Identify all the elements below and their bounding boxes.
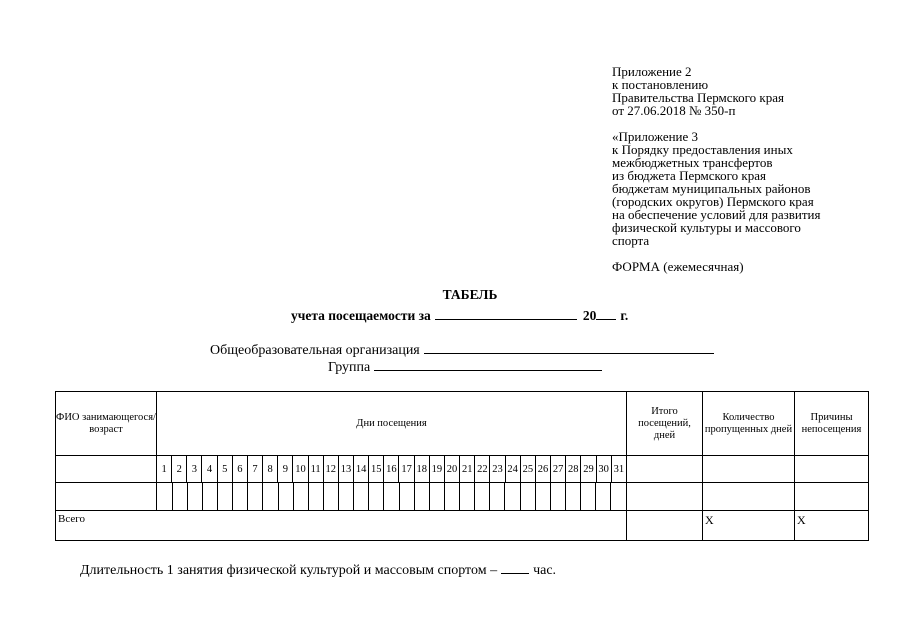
day-mark-cell (611, 483, 626, 510)
day-mark-cell (323, 483, 338, 510)
group-line (328, 357, 602, 376)
duration-blank (501, 560, 529, 574)
day-mark-cell (233, 483, 248, 510)
day-mark-cell (565, 483, 580, 510)
header-days: Дни посещения (157, 392, 627, 456)
day-mark-cell (308, 483, 323, 510)
day-mark-cell (293, 483, 308, 510)
reasons-cell (795, 483, 869, 511)
total-row (56, 511, 869, 541)
attendance-table (55, 391, 869, 541)
approval-line: из бюджета Пермского края (612, 168, 767, 183)
duration-line (80, 560, 556, 579)
approval-lines-1 (612, 65, 892, 117)
day-number: 3 (187, 456, 202, 482)
day-mark-cell (263, 483, 278, 510)
day-number: 24 (505, 456, 520, 482)
blank-cell (703, 456, 795, 483)
duration-prefix: Длительность 1 занятия физической культурой и массовым спортом – (80, 563, 498, 578)
header-reasons: Причины непосещения (795, 392, 869, 456)
approval-line: межбюджетных трансфертов (612, 155, 773, 170)
approval-line: к постановлению (612, 77, 709, 92)
day-mark-cell (339, 483, 354, 510)
day-mark-cell (172, 483, 187, 510)
day-mark-cell (399, 483, 414, 510)
approval-line: от 27.06.2018 № 350-п (612, 103, 736, 118)
day-mark-cell (278, 483, 293, 510)
day-number: 30 (596, 456, 611, 482)
approval-line: Правительства Пермского края (612, 90, 784, 105)
day-number: 1 (161, 463, 167, 475)
day-number: 23 (490, 456, 505, 482)
day-numbers-row (56, 456, 869, 483)
total-sum-cell (627, 511, 703, 541)
day-mark-cell (414, 483, 429, 510)
day-mark-cell (157, 483, 172, 510)
day-number: 9 (278, 456, 293, 482)
day-mark-cell (490, 483, 505, 510)
approval-line: бюджетам муниципальных районов (612, 181, 811, 196)
header-row (56, 392, 869, 456)
approval-lines-2 (612, 130, 892, 247)
day-number: 29 (581, 456, 596, 482)
day-number: 4 (202, 456, 217, 482)
form-label: ФОРМА (ежемесячная) (612, 259, 744, 274)
year-blank (596, 307, 616, 320)
duration-suffix: час. (533, 563, 557, 578)
day-mark-cell (520, 483, 535, 510)
day-mark-cell (429, 483, 444, 510)
day-number: 25 (520, 456, 535, 482)
day-number: 12 (323, 456, 338, 482)
group-label: Группа (328, 360, 371, 375)
day-mark-cell (354, 483, 369, 510)
day-mark-cell (596, 483, 611, 510)
approval-line: физической культуры и массового (612, 220, 801, 235)
approval-line: «Приложение 3 (612, 129, 699, 144)
day-number: 28 (566, 456, 581, 482)
subtitle-year: 20 (582, 308, 597, 323)
day-number: 2 (172, 456, 187, 482)
approval-line: Приложение 2 (612, 64, 692, 79)
day-number: 8 (263, 456, 278, 482)
blank-cell (795, 456, 869, 483)
day-number: 19 (429, 456, 444, 482)
day-number: 21 (460, 456, 475, 482)
day-mark-cell (505, 483, 520, 510)
day-number: 22 (475, 456, 490, 482)
document-subtitle (291, 307, 628, 324)
subtitle-suffix: г. (620, 308, 629, 323)
day-number: 10 (293, 456, 308, 482)
day-mark-cell (444, 483, 459, 510)
missed-cell (703, 483, 795, 511)
day-mark-cell (202, 483, 217, 510)
organization-blank (424, 340, 714, 354)
day-number: 7 (247, 456, 262, 482)
organization-label: Общеобразовательная организация (210, 343, 420, 358)
day-number: 6 (232, 456, 247, 482)
day-number: 20 (444, 456, 459, 482)
day-mark-cell (535, 483, 550, 510)
fio-cell (56, 483, 157, 511)
day-numbers (157, 456, 626, 482)
day-number: 15 (369, 456, 384, 482)
day-number: 16 (384, 456, 399, 482)
day-mark-cell (384, 483, 399, 510)
day-mark-cell (460, 483, 475, 510)
total-label: Всего (56, 511, 627, 541)
month-blank (435, 307, 577, 320)
blank-cell (56, 456, 157, 483)
header-missed: Количество пропущенных дней (703, 392, 795, 456)
day-number: 18 (414, 456, 429, 482)
day-mark-cell (187, 483, 202, 510)
reasons-x-mark: X (795, 511, 869, 541)
approval-block (612, 65, 892, 273)
document-title: ТАБЕЛЬ (442, 287, 498, 302)
data-row (56, 483, 869, 511)
subtitle-prefix: учета посещаемости за (291, 308, 431, 323)
day-mark-cell (581, 483, 596, 510)
missed-x-mark: X (703, 511, 795, 541)
day-mark-cell (550, 483, 565, 510)
group-blank (374, 357, 602, 371)
day-mark-cell (218, 483, 233, 510)
day-number: 11 (308, 456, 323, 482)
day-marks (157, 483, 626, 510)
day-mark-cell (475, 483, 490, 510)
day-mark-cell (248, 483, 263, 510)
blank-cell (627, 456, 703, 483)
day-number: 13 (338, 456, 353, 482)
total-cell (627, 483, 703, 511)
day-number: 5 (217, 456, 232, 482)
day-number: 27 (551, 456, 566, 482)
day-mark-cell (369, 483, 384, 510)
day-numbers-cell (157, 456, 627, 483)
day-number: 26 (535, 456, 550, 482)
day-number: 31 (611, 456, 626, 482)
approval-line: к Порядку предоставления иных (612, 142, 793, 157)
day-number: 17 (399, 456, 414, 482)
header-total: Итого посещений, дней (627, 392, 703, 456)
day-marks-cell (157, 483, 627, 511)
approval-line: спорта (612, 233, 650, 248)
day-number: 14 (354, 456, 369, 482)
approval-line: (городских округов) Пермского края (612, 194, 814, 209)
approval-line: на обеспечение условий для развития (612, 207, 821, 222)
header-fio: ФИО занимающегося/ возраст (56, 392, 157, 456)
